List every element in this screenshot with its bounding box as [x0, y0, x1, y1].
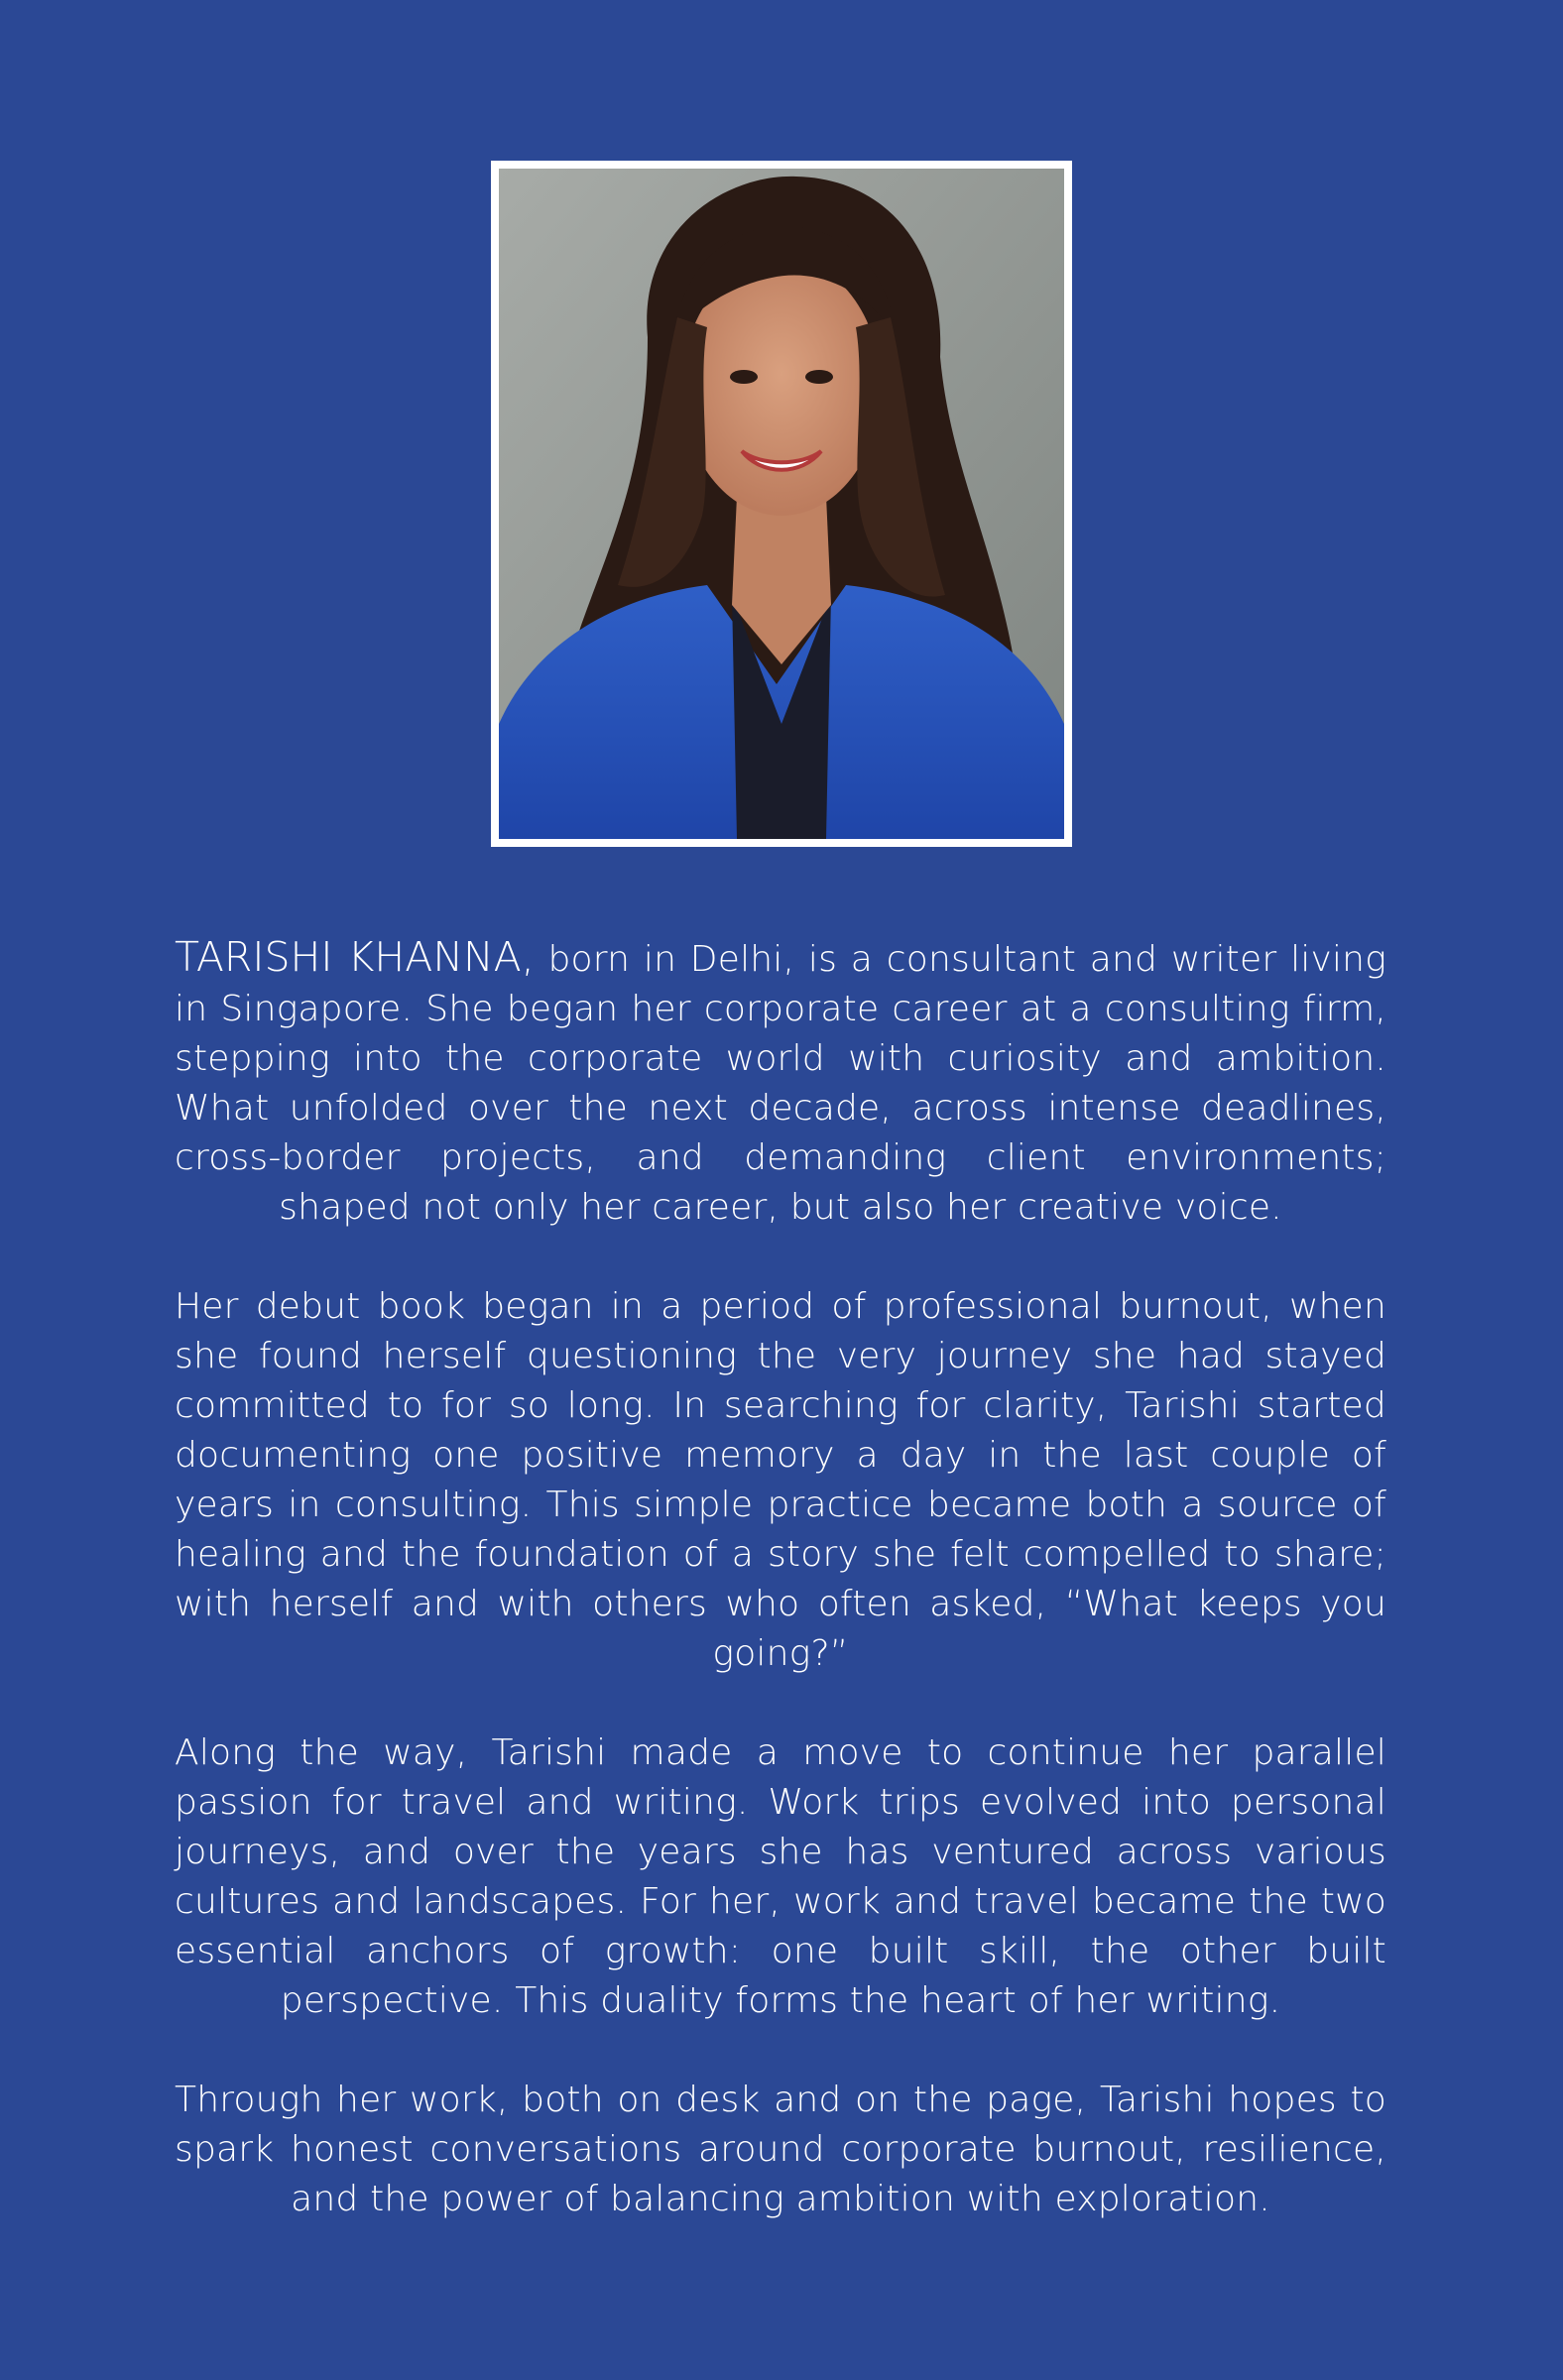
- bio-paragraph-2: Her debut book began in a period of professional burnout, when she found herself questioning the very journey she had stayed committed to for so long. In searching for clarity, Tarishi started documenting one positive memory a day in the last couple of years in consulting. This simple practice became both a source of healing and the foundation of a story she felt compelled to share; with herself and with others who often asked, “What keeps you going?”: [175, 1286, 1386, 1674]
- bio-paragraph-3: Along the way, Tarishi made a move to continue her parallel passion for travel and writing. Work trips evolved into personal journeys, and over the years she has ventured across various cultures and landscapes. For her, work and travel became the two essential anchors of growth: one built skill, the other built perspective. This duality forms the heart of her writing.: [175, 1732, 1386, 2021]
- author-photo: [491, 161, 1072, 847]
- bio-paragraph-4: Through her work, both on desk and on the page, Tarishi hopes to spark honest conversations around corporate burnout, resilience, and the power of balancing ambition with exploration.: [175, 2080, 1386, 2219]
- portrait-illustration: [499, 169, 1064, 839]
- author-bio: [175, 932, 1386, 2224]
- author-name: TARISHI KHANNA,: [175, 933, 535, 981]
- bio-paragraph-1-text: born in Delhi, is a consultant and writer living in Singapore. She began her corporate career at a consulting firm, stepping into the corporate world with curiosity and ambition. What unfolded over the next decade, across intense deadlines, cross-border projects, and demanding client environments; shaped not only her career, but also her creative voice.: [175, 939, 1387, 1228]
- bio-paragraph-1: [175, 932, 1386, 1233]
